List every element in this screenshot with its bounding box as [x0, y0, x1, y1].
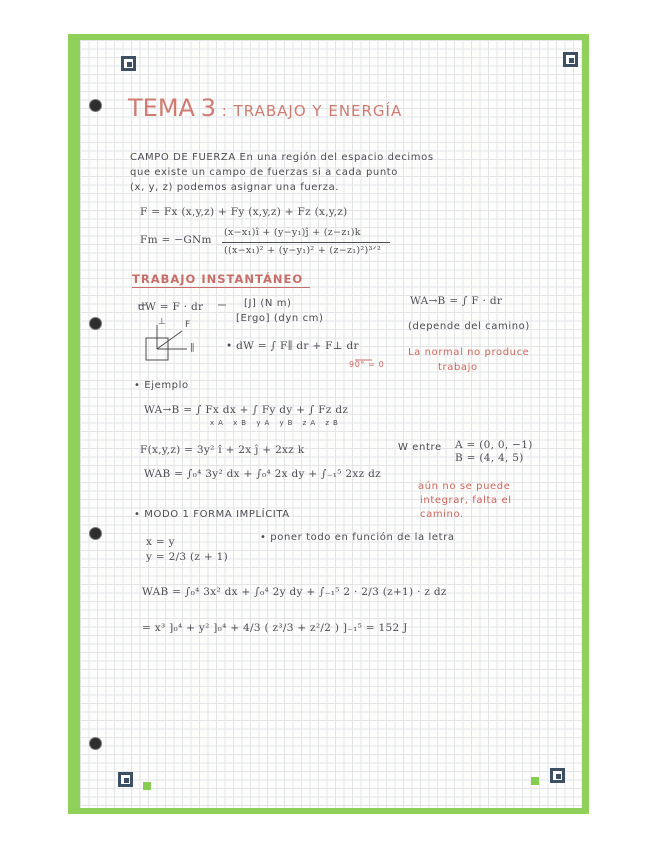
title-number: 3 [200, 94, 217, 122]
aun-note-1: aún no se puede [418, 481, 511, 492]
gravity-force-denominator: ((x−x₁)² + (y−y₁)² + (z−z₁)²)³ᐟ² [224, 245, 382, 256]
ninety-degrees-zero: 90° = 0 [349, 360, 385, 369]
modo-heading: • MODO 1 FORMA IMPLÍCITA [134, 509, 290, 520]
aun-note-3: camino. [420, 509, 464, 520]
force-equation: F = Fx (x,y,z) + Fy (x,y,z) + Fz (x,y,z) [140, 206, 348, 218]
depende-camino: (depende del camino) [408, 321, 530, 332]
ejemplo-label: • Ejemplo [134, 380, 189, 391]
poner-todo-note: • poner todo en función de la letra [260, 532, 455, 543]
units-ergo: [Ergo] (dyn cm) [236, 313, 324, 324]
integral-limits: xA xB yA yB zA zB [210, 419, 342, 427]
aun-note-2: integrar, falta el [420, 495, 512, 506]
section-heading-trabajo: TRABAJO INSTANTÁNEO [132, 272, 304, 286]
campo-line-1: CAMPO DE FUERZA En una región del espacio decimos [130, 152, 434, 163]
work-substituted: WAB = ∫₀⁴ 3x² dx + ∫₀⁴ 2y dy + ∫₋₁⁵ 2 · 2/3 (z+1) · z dz [142, 586, 447, 598]
work-between: W entre [398, 442, 442, 453]
units-joule: [J] (N m) [244, 298, 292, 309]
force-arrow [157, 331, 182, 349]
normal-note-1: La normal no produce [408, 347, 530, 358]
diagram-label-f: F [185, 320, 191, 330]
diagram-label-parallel: ∥ [190, 343, 196, 353]
dw-equation: dW = F · dr [138, 301, 204, 313]
title-prefix: TEMA [128, 94, 195, 122]
work-integral-right: WA→B = ∫ F · dr [410, 295, 503, 307]
work-result: = x³ ]₀⁴ + y² ]₀⁴ + 4/3 ( z³/3 + z²/2 ) ]₋₁⁵ = 152 J [142, 622, 408, 634]
force-definition: F(x,y,z) = 3y² î + 2x ĵ + 2xz k [140, 444, 305, 456]
normal-note-2: trabajo [438, 362, 478, 373]
campo-line-2: que existe un campo de fuerzas si a cada punto [130, 167, 398, 178]
gravity-force-numerator: (x−x₁)î + (y−y₁)ĵ + (z−z₁)k [224, 227, 361, 238]
point-a: A = (0, 0, −1) [455, 439, 533, 451]
title-rest: : TRABAJO Y ENERGÍA [221, 102, 403, 120]
y-in-terms-of-z: y = 2/3 (z + 1) [146, 551, 229, 563]
campo-line-3: (x, y, z) podemos asignar una fuerza. [130, 182, 340, 193]
gravity-force-lhs: Fm = −GNm [140, 234, 212, 246]
point-b: B = (4, 4, 5) [455, 452, 524, 464]
x-equals-y: x = y [146, 536, 175, 548]
work-integral-components: WA→B = ∫ Fx dx + ∫ Fy dy + ∫ Fz dz [144, 404, 349, 416]
dw-components: • dW = ∫ F∥ dr + F⊥ dr [226, 340, 359, 352]
diagram-label-perp: ⊥ [158, 317, 167, 327]
work-evaluation: WAB = ∫₀⁴ 3y² dx + ∫₀⁴ 2x dy + ∫₋₁⁵ 2xz dz [144, 468, 381, 480]
